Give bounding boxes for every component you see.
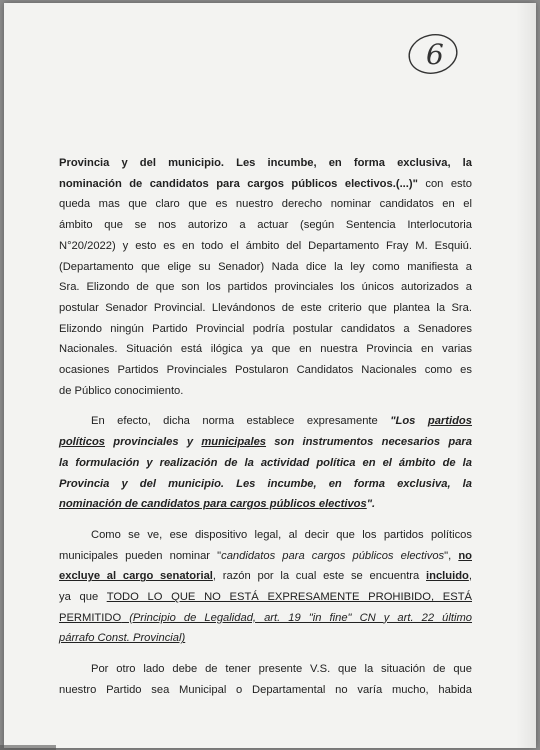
text-span: políticos (59, 436, 105, 449)
text-span: , razón por la cual este se encuentra (212, 570, 426, 583)
text-span: candidatos para cargos públicos electivos (221, 549, 445, 562)
text-span: excluye al cargo senatorial (59, 570, 213, 583)
text-span: partidos (427, 415, 472, 428)
document-page (4, 3, 536, 748)
text-span: En efecto, dicha norma establece expresamente (91, 415, 391, 428)
text-span: municipales (201, 436, 267, 449)
text-span: ya que (59, 591, 107, 604)
text-line: (Departamento que elige su Senador) Nada dice la ley como manifiesta a (59, 260, 472, 273)
text-line: ocasiones Partidos Provinciales Postularon Candidatos Nacionales como es (59, 364, 472, 377)
text-span: nominación de candidatos para cargos públicos electivos.(...)" (59, 177, 418, 190)
text-line: Como se ve, ese dispositivo legal, al decir que los partidos políticos (91, 528, 472, 541)
text-line: la formulación y realización de la actividad política en el ámbito de la (59, 456, 472, 469)
text-span: con esto (417, 177, 472, 190)
text-line (59, 608, 472, 629)
text-span: ". (366, 498, 376, 511)
text-line: párrafo Const. Provincial) (59, 632, 186, 645)
page-shadow (516, 3, 536, 748)
text-line (59, 587, 472, 608)
paragraph-2 (59, 411, 472, 515)
text-line: N°20/2022) y esto es en todo el ámbito del Departamento Fray M. Esquiú. (59, 239, 472, 252)
text-span: Provincia y del municipio. Les incumbe, en forma exclusiva, la (59, 157, 472, 169)
text-line (59, 546, 472, 567)
handwritten-page-number (406, 31, 460, 77)
text-span: , (468, 570, 472, 583)
text-span: "Los (390, 415, 428, 428)
scroll-indicator (0, 745, 56, 750)
text-span: municipales pueden nominar " (59, 549, 222, 562)
text-line (59, 494, 472, 515)
text-span: nominación de candidatos para cargos públicos electivos (59, 498, 367, 511)
document-body (59, 153, 472, 711)
text-span: PERMITIDO (59, 611, 122, 624)
text-line: ámbito que se nos autorizo a actuar (según Sentencia Interlocutoria (59, 219, 472, 232)
text-span: (Principio de Legalidad, art. 19 "in fine" CN y art. 22 último (121, 611, 472, 624)
text-span: ", (444, 549, 459, 562)
text-span: son instrumentos necesarios para (266, 436, 472, 449)
text-line (59, 566, 472, 587)
text-line: Sra. Elizondo de que son los partidos provinciales los únicos autorizados a (59, 281, 472, 294)
text-line: Elizondo ningún Partido Provincial podría postular candidatos a Senadores (59, 322, 472, 335)
text-line: postular Senador Provincial. Llevándonos de este criterio que plantea la Sra. (59, 301, 472, 314)
paragraph-3 (59, 525, 472, 649)
text-line: Por otro lado debe de tener presente V.S. que la situación de que (91, 663, 472, 676)
page-number-text: 6 (426, 38, 444, 71)
text-line (59, 153, 472, 174)
text-line: Provincia y del municipio. Les incumbe, en forma exclusiva, la (59, 477, 472, 490)
text-line (59, 411, 472, 432)
paragraph-1 (59, 153, 472, 401)
text-span: no (458, 549, 472, 562)
text-span: TODO LO QUE NO ESTÁ EXPRESAMENTE PROHIBIDO, ESTÁ (106, 591, 472, 604)
text-span: incluido (426, 570, 469, 583)
text-span: provinciales y (105, 436, 202, 449)
text-line: Nacionales. Situación está ilógica ya que en nuestra Provincia en varias (59, 343, 472, 356)
circled-number-icon (406, 31, 460, 77)
paragraph-4 (59, 659, 472, 700)
text-line: queda mas que claro que es nuestro derecho nominar candidatos en el (59, 198, 472, 211)
text-line (59, 174, 472, 195)
text-line: nuestro Partido sea Municipal o Departamental no varía mucho, habida (59, 683, 472, 696)
text-line: de Público conocimiento. (59, 384, 184, 397)
text-line (59, 432, 472, 453)
